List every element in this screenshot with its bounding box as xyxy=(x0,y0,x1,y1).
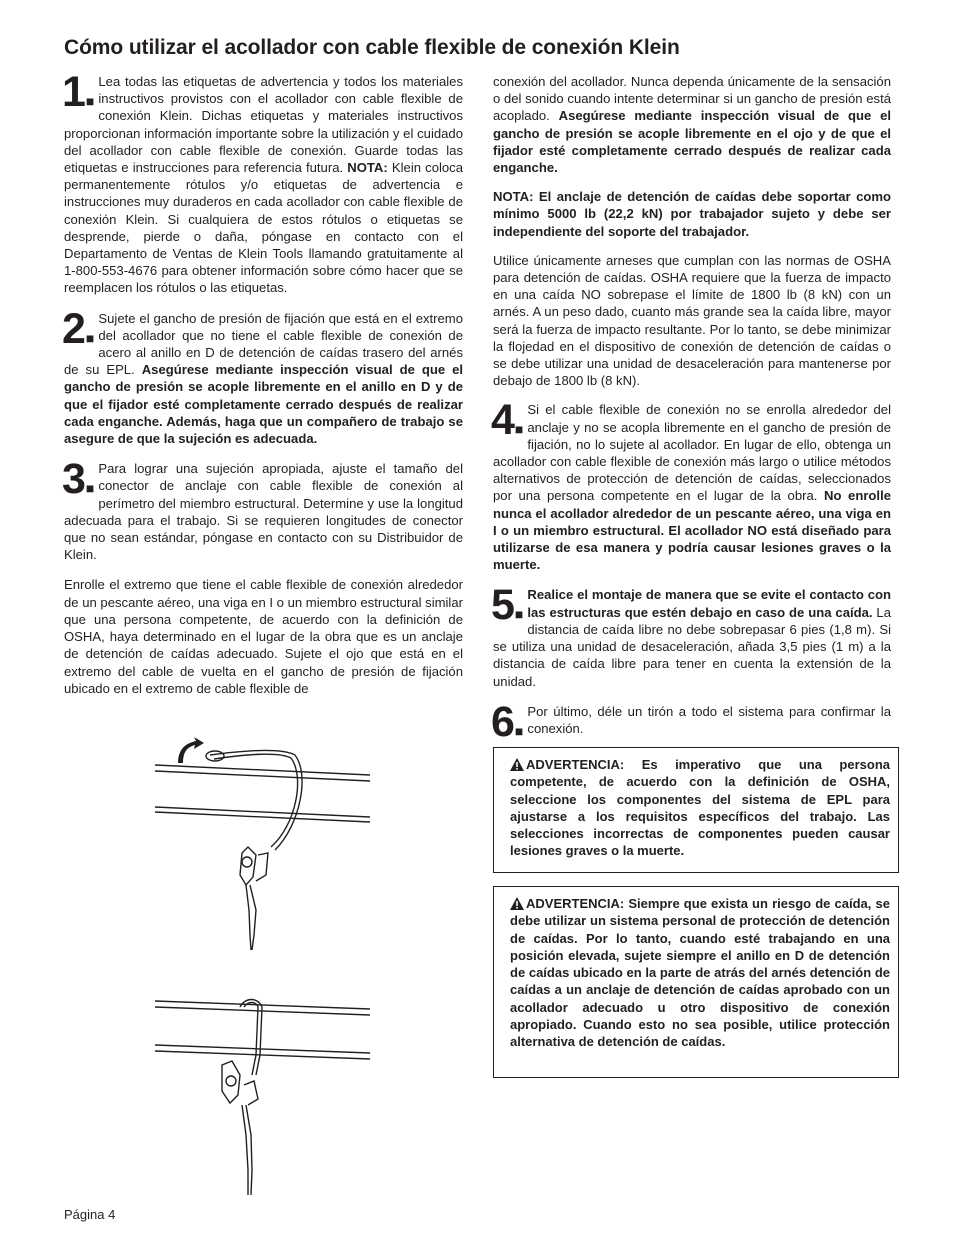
step-number: 6■ xyxy=(491,697,524,746)
step-number: 3■ xyxy=(62,455,95,504)
step-3-text: Para lograr una sujeción apropiada, ajuste el tamaño del conector de anclaje con cable flexible de conexión al perímetro del miembro estructural. Determine y use la longitud adecuada para el trabajo. Si se requieren longitudes de conector que no sean estándar, póngase en contacto con su Distribuidor de Klein. xyxy=(64,461,463,563)
step-3-para2: Enrolle el extremo que tiene el cable flexible de conexión alrededor de un pescante aéreo, una viga en I o un miembro estructural similar que una persona competente, de acuerdo con la definición de OSHA, haya determinado en el lugar de la obra que es un anclaje de detención de caídas adecuado. Sujete el ojo que está en el extremo del cable de vuelta en el gancho de presión de fijación ubicado en el extremo de cable flexible de xyxy=(64,577,463,696)
osha-paragraph: Utilice únicamente arneses que cumplan con las normas de OSHA para detención de caídas. OSHA requiere que la fuerza de impacto en una caída NO sobrepase el límite de 1800 lb (8 kN) con un arnés. A un peso dado, cuanto más grande sea la caída libre, mayor será la fuerza de impacto resultante. Por lo tanto, se debe minimizar la flojedad en el dispositivo de conexión de detención de caídas o se debe utilizar una unidad de desaceleración para mantenerse por debajo de 1800 lb (8 kN). xyxy=(493,252,891,389)
step-4 xyxy=(491,396,891,573)
warning-triangle-icon xyxy=(510,897,524,910)
left-column xyxy=(62,68,464,709)
anchor-note xyxy=(493,188,891,240)
step-number: 4■ xyxy=(491,396,524,445)
step-4-text: Si el cable flexible de conexión no se enrolla alrededor del anclaje y no se acopla libremente en el gancho de presión de fijación, no lo sujete al acollador. En lugar de ello, obtenga un acollador con cable flexible de conexión más largo o utilice métodos alternativos de protección de detención de caídas, seleccionados por una persona competente en el lugar de la obra. xyxy=(493,402,891,504)
step-number: 1■ xyxy=(62,68,95,116)
continuation-text: conexión del acollador. Nunca dependa únicamente de la sensación o del sonido cuando intente determinar si un gancho de presión está acoplado. xyxy=(493,74,891,124)
warning-label: ADVERTENCIA: xyxy=(526,896,625,911)
anchor-note-text: NOTA: El anclaje de detención de caídas debe soportar como mínimo 5000 lb (22,2 kN) por trabajador sujeto y debe ser independiente del soporte del trabajador. xyxy=(493,189,891,239)
illustration-completed-connection xyxy=(150,995,375,1205)
warning-triangle-icon xyxy=(510,758,524,771)
step-5-text: La distancia de caída libre no debe sobrepasar 6 pies (1,8 m). Si se utiliza una unidad de desaceleración, añada 3,5 pies (1 m) a la distancia de caída libre para tener en cuenta la extensión de la unidad. xyxy=(493,604,891,689)
step-1-note-label: NOTA: xyxy=(347,160,388,176)
illustration-cable-wrap xyxy=(150,735,375,955)
step-number: 5■ xyxy=(491,581,524,630)
step-6-text: Por último, déle un tirón a todo el sistema para confirmar la conexión. xyxy=(527,703,891,736)
step-number: 2■ xyxy=(62,304,95,353)
step-1-text-a: Lea todas las etiquetas de advertencia y todos los materiales instructivos provistos con el acollador con cable flexible de conexión Klein. Dichas etiquetas y materiales instructivos proporcionan información importante sobre la utilización y el cuidado del acollador con cable flexible de conexión. Guarde todas las etiquetas e instrucciones para referencia futura. xyxy=(64,74,463,176)
continuation-bold: Asegúrese mediante inspección visual de que el gancho de presión se acople libremente en el ojo y de que el fijador esté completamente cerrado después de realizar cada enganche. xyxy=(493,108,892,176)
step-1-text-b: Klein coloca permanentemente rótulos y/o etiquetas de advertencia e instrucciones muy duraderos en cada acollador con cable flexible de conexión Klein. Si cualquiera de estos rótulos o etiquetas se desprende, pierde o daña, póngase en contacto con el Departamento de Ventas de Klein Tools llamando gratuitamente al 1-800-553-4676 para obtener información sobre cómo hacer que se reemplacen los rótulos o las etiquetas. xyxy=(64,160,464,296)
step-3 xyxy=(62,455,463,563)
warning-text: Siempre que exista un riesgo de caída, se debe utilizar un sistema personal de protección de detención de caídas. Por lo tanto, cuando esté trabajando en una posición elevada, sujete siempre el anillo en D de detención de caídas ubicado en la parte de atrás del arnés detención de caídas a un anclaje de detención de caídas aprobado con un acollador adecuado u otro dispositivo de conexión apropiado. Cuando esto no sea posible, utilice protección alternativa de detención de caídas. xyxy=(510,896,890,1050)
continuation-paragraph xyxy=(493,73,891,176)
step-2-text: Sujete el gancho de presión de fijación que está en el extremo del acollador que no tiene el cable flexible de conexión de acero al anillo en D de detención de caídas trasero del arnés de su EPL. xyxy=(64,310,463,378)
step-5 xyxy=(491,581,891,689)
step-1 xyxy=(62,68,464,297)
warning-box-2 xyxy=(493,886,899,1078)
warning-label: ADVERTENCIA: xyxy=(526,757,625,772)
page-number: Página 4 xyxy=(64,1207,116,1222)
step-4-bold: No enrolle nunca el acollador alrededor de un pescante aéreo, una viga en I o un miembro estructural. El acollador NO está diseñado para utilizarse de esa manera y podría causar lesiones graves o la muerte. xyxy=(493,488,891,573)
step-5-bold: Realice el montaje de manera que se evite el contacto con las estructuras que estén debajo en caso de una caída. xyxy=(527,587,891,620)
curved-arrow-icon xyxy=(178,737,204,763)
step-2 xyxy=(62,304,464,448)
warning-text: Es imperativo que una persona competente, de acuerdo con la definición de OSHA, seleccione los componentes del sistema de EPL para ajustarse a los requisitos específicos del trabajo. Las selecciones incorrectas de componentes pueden causar lesiones graves o la muerte. xyxy=(510,757,890,859)
step-2-bold: Asegúrese mediante inspección visual de que el gancho de presión se acople libremente en el anillo en D y de que el fijador esté completamente cerrado después de realizar cada enganche. Además, haga que un compañero de trabajo se asegure de que la sujeción es adecuada. xyxy=(64,362,464,447)
warning-box-1 xyxy=(493,747,899,873)
page-title: Cómo utilizar el acollador con cable flexible de conexión Klein xyxy=(64,36,680,59)
step-6 xyxy=(491,697,891,746)
right-column xyxy=(493,73,891,750)
